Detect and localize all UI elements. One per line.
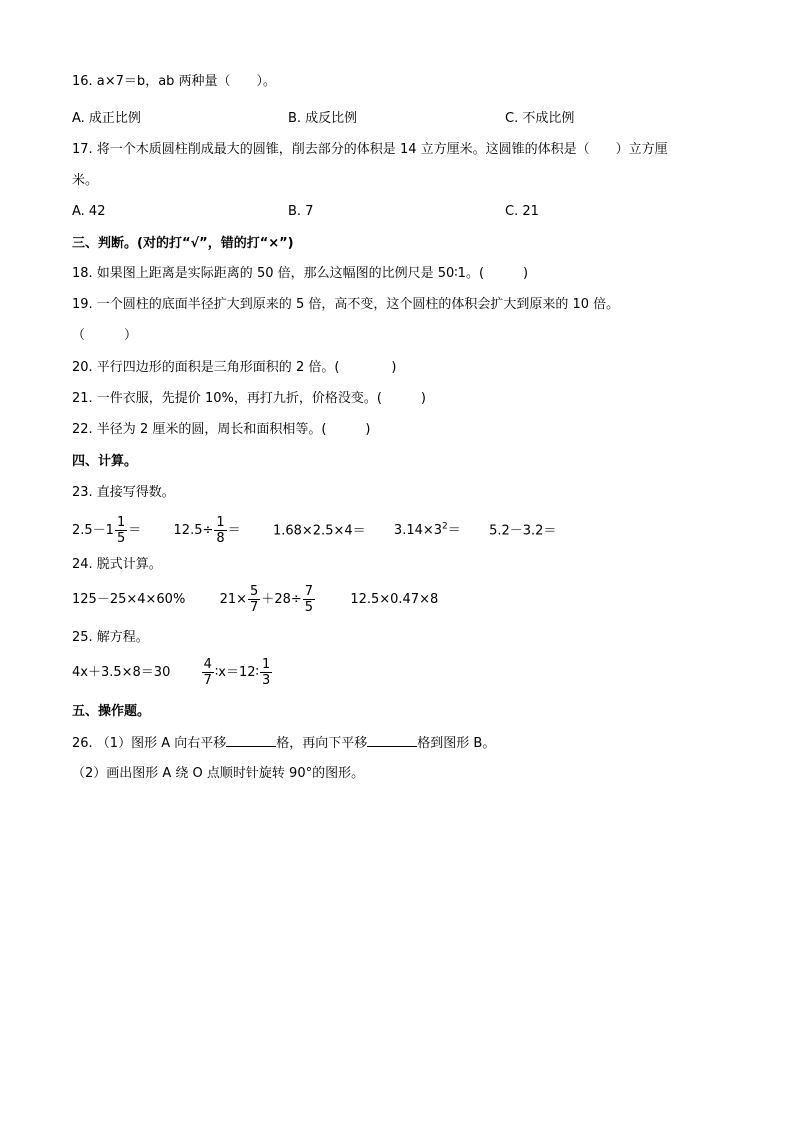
q24-expr-2: 21× $\frac{5}{7}$ ＋28÷ $\frac{7}{5}$ <box>219 584 314 615</box>
question-19-line1: 19. 一个圆柱的底面半径扩大到原来的 5 倍，高不变，这个圆柱的体积会扩大到原来的 10 倍。 <box>72 297 620 312</box>
q23-expr-3: 1.68×2.5×4＝ <box>272 523 366 539</box>
q23-expr-2: 12.5÷ $\frac{1}{8}$ ＝ <box>173 515 241 547</box>
question-24-stem: 24. 脱式计算。 <box>72 557 162 572</box>
fraction: $\frac{1}{3}$ <box>261 657 271 688</box>
question-22: 22. 半径为 2 厘米的圆，周长和面积相等。( ) <box>72 422 371 437</box>
answer-blank[interactable] <box>226 734 276 747</box>
fraction: $\frac{7}{5}$ <box>304 584 314 615</box>
question-24-expressions <box>72 583 438 617</box>
question-17-stem-line2: 米。 <box>72 173 99 188</box>
question-25-equations <box>72 656 273 690</box>
q17-option-b: B. 7 <box>288 204 314 219</box>
question-26-part1: 26. （1）图形 A 向右平移 格，再向下平移 格到图形 B。 <box>72 736 496 751</box>
q24-expr-1: 125－25×4×60% <box>72 592 186 607</box>
q17-option-c: C. 21 <box>505 204 539 219</box>
section-4-title: 四、计算。 <box>72 454 138 469</box>
q16-option-b: B. 成反比例 <box>288 111 358 126</box>
fraction: $\frac{1}{8}$ <box>216 515 225 547</box>
fraction: $\frac{1}{5}$ <box>116 515 126 547</box>
question-18: 18. 如果图上距离是实际距离的 50 倍，那么这幅图的比例尺是 50∶1。( ) <box>72 266 529 281</box>
question-16-stem: 16. a×7＝b，ab 两种量（ ）。 <box>72 74 277 89</box>
q23-expr-4: $3.14\times 3^2=$ <box>393 522 461 539</box>
q25-equation-1: 4x＋3.5×8＝30 <box>72 665 171 680</box>
question-20: 20. 平行四边形的面积是三角形面积的 2 倍。( ) <box>72 360 397 375</box>
question-23-stem: 23. 直接写得数。 <box>72 485 175 500</box>
section-5-title: 五、操作题。 <box>72 704 151 719</box>
question-26-part2: （2）画出图形 A 绕 O 点顺时针旋转 90°的图形。 <box>72 766 365 781</box>
question-25-stem: 25. 解方程。 <box>72 630 149 645</box>
q16-option-a: A. 成正比例 <box>72 111 141 126</box>
answer-blank[interactable] <box>367 734 417 747</box>
question-23-expressions <box>72 510 556 548</box>
fraction: $\frac{4}{7}$ <box>203 657 212 688</box>
q23-expr-1: 2.5－1 $\frac{1}{5}$ ＝ <box>72 515 142 547</box>
fraction: $\frac{5}{7}$ <box>250 584 259 615</box>
section-3-title: 三、判断。(对的打“√”，错的打“×”) <box>72 236 294 251</box>
q17-option-a: A. 42 <box>72 204 106 219</box>
q25-equation-2: $\frac{4}{7}$ ∶x＝12∶ $\frac{1}{3}$ <box>203 657 271 688</box>
q23-expr-5: 5.2－3.2＝ <box>489 523 557 539</box>
question-21: 21. 一件衣服，先提价 10%，再打九折，价格没变。( ) <box>72 391 426 406</box>
question-19-line2: （ ） <box>72 328 138 343</box>
question-17-stem-line1: 17. 将一个木质圆柱削成最大的圆锥，削去部分的体积是 14 立方厘米。这圆锥的体积是（ ）立方厘 <box>72 142 668 157</box>
q24-expr-3: 12.5×0.47×8 <box>350 592 439 607</box>
q16-option-c: C. 不成比例 <box>505 111 575 126</box>
